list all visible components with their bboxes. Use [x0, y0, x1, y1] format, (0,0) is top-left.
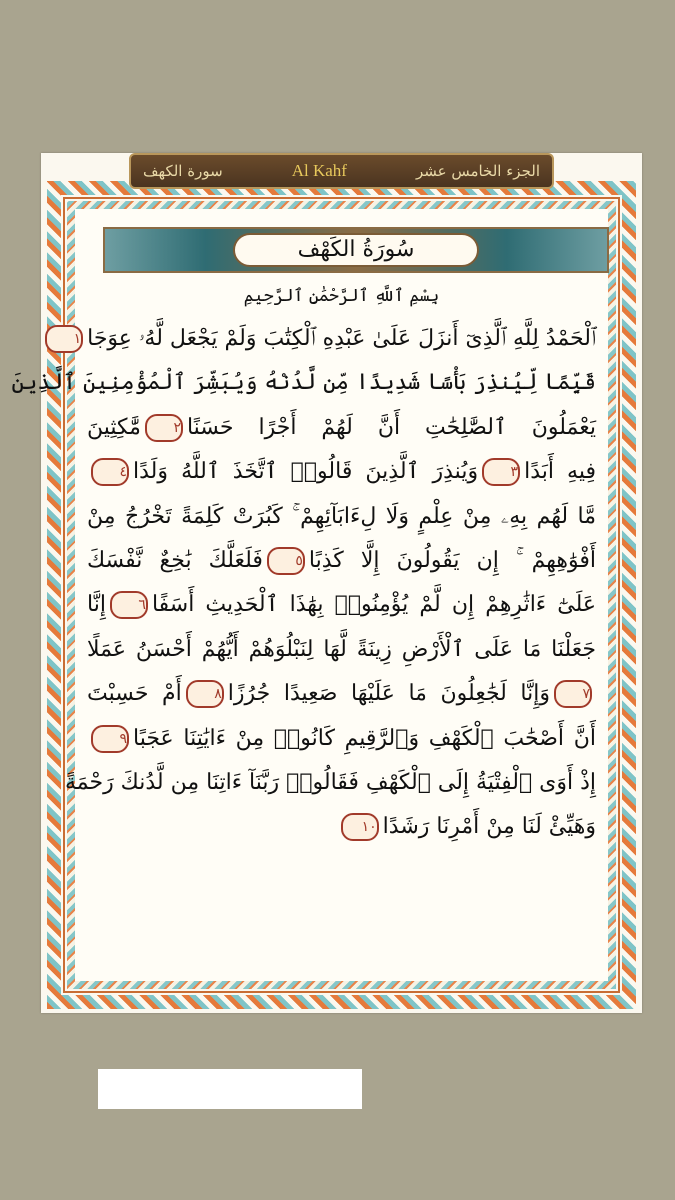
verse-line: إِذْ أَوَى ٱلْفِتْيَةُ إِلَى ٱلْكَهْفِ فَقَالُوا۟ رَبَّنَآ ءَاتِنَا مِن لَّدُنكَ رَحْمَةً — [64, 769, 596, 795]
verse-number-marker: ٧ — [554, 680, 592, 708]
mushaf-page — [11, 153, 642, 1013]
verse-line: فِيهِ أَبَدًا٣وَيُنذِرَ ٱلَّذِينَ قَالُوا۟ ٱتَّخَذَ ٱللَّهُ وَلَدًا٤ — [87, 450, 596, 494]
verse-line: ٱلْحَمْدُ لِلَّهِ ٱلَّذِىٓ أَنزَلَ عَلَىٰ عَبْدِهِ ٱلْكِتَٰبَ وَلَمْ يَجْعَل لَّهُۥ عِوَجَا١ — [87, 317, 596, 361]
verse-line: وَهَيِّئْ لَنَا مِنْ أَمْرِنَا رَشَدًا١٠ — [87, 805, 596, 849]
verse-number-marker: ٥ — [267, 547, 305, 575]
verse-number-marker: ٩ — [91, 725, 129, 753]
verse-number-marker: ٣ — [482, 458, 520, 486]
verse-number-marker: ١٠ — [341, 813, 379, 841]
blank-patch — [98, 1069, 362, 1109]
verse-number-marker: ٦ — [110, 591, 148, 619]
juz-label: الجزء الخامس عشر — [415, 162, 540, 180]
page-header — [129, 153, 554, 189]
basmala: بِسْمِ ٱللَّهِ ٱلرَّحْمَٰنِ ٱلرَّحِيمِ — [243, 286, 440, 306]
surah-title: سُورَةُ الكَهْف — [233, 233, 479, 267]
verse-line: عَلَىٰٓ ءَاثَٰرِهِمْ إِن لَّمْ يُؤْمِنُوا۟ بِهَٰذَا ٱلْحَدِيثِ أَسَفًا٦إِنَّا — [87, 592, 596, 618]
text-area — [11, 209, 608, 981]
verse-line: جَعَلْنَا مَا عَلَى ٱلْأَرْضِ زِينَةً لَّهَا لِنَبْلُوَهُمْ أَيُّهُمْ أَحْسَنُ عَمَلًا — [87, 636, 596, 662]
verse-number-marker: ٨ — [186, 680, 224, 708]
verse-line: يَعْمَلُونَ ٱلصَّٰلِحَٰتِ أَنَّ لَهُمْ أَجْرًا حَسَنًا٢مَّٰكِثِينَ — [87, 414, 596, 440]
verse-number-marker: ٢ — [145, 414, 183, 442]
verse-line: أَفْوَٰهِهِمْ ۚ إِن يَقُولُونَ إِلَّا كَذِبًا٥فَلَعَلَّكَ بَٰخِعٌ نَّفْسَكَ — [87, 547, 596, 573]
verse-number-marker: ٤ — [91, 458, 129, 486]
surah-label-arabic: سورة الكهف — [143, 162, 223, 180]
surah-label-latin: Al Kahf — [291, 161, 347, 180]
verse-line: ٧وَإِنَّا لَجَٰعِلُونَ مَا عَلَيْهَا صَعِيدًا جُرُزًا٨أَمْ حَسِبْتَ — [87, 681, 590, 707]
ornamental-frame — [11, 181, 636, 1009]
verse-line: مَّا لَهُم بِهِۦ مِنْ عِلْمٍ وَلَا لِءَابَآئِهِمْ ۚ كَبُرَتْ كَلِمَةً تَخْرُجُ مِنْ — [87, 503, 596, 529]
surah-title-band — [103, 227, 609, 273]
verse-number-marker: ١ — [45, 325, 83, 353]
verse-line: قَيِّمًا لِّيُنذِرَ بَأْسًا شَدِيدًا مِّن لَّدُنْهُ وَيُبَشِّرَ ٱلْمُؤْمِنِينَ ٱلَّذِينَ — [11, 370, 596, 396]
verse-line: أَنَّ أَصْحَٰبَ ٱلْكَهْفِ وَٱلرَّقِيمِ كَانُوا۟ مِنْ ءَايَٰتِنَا عَجَبًا٩ — [87, 717, 596, 761]
verses — [11, 317, 597, 850]
